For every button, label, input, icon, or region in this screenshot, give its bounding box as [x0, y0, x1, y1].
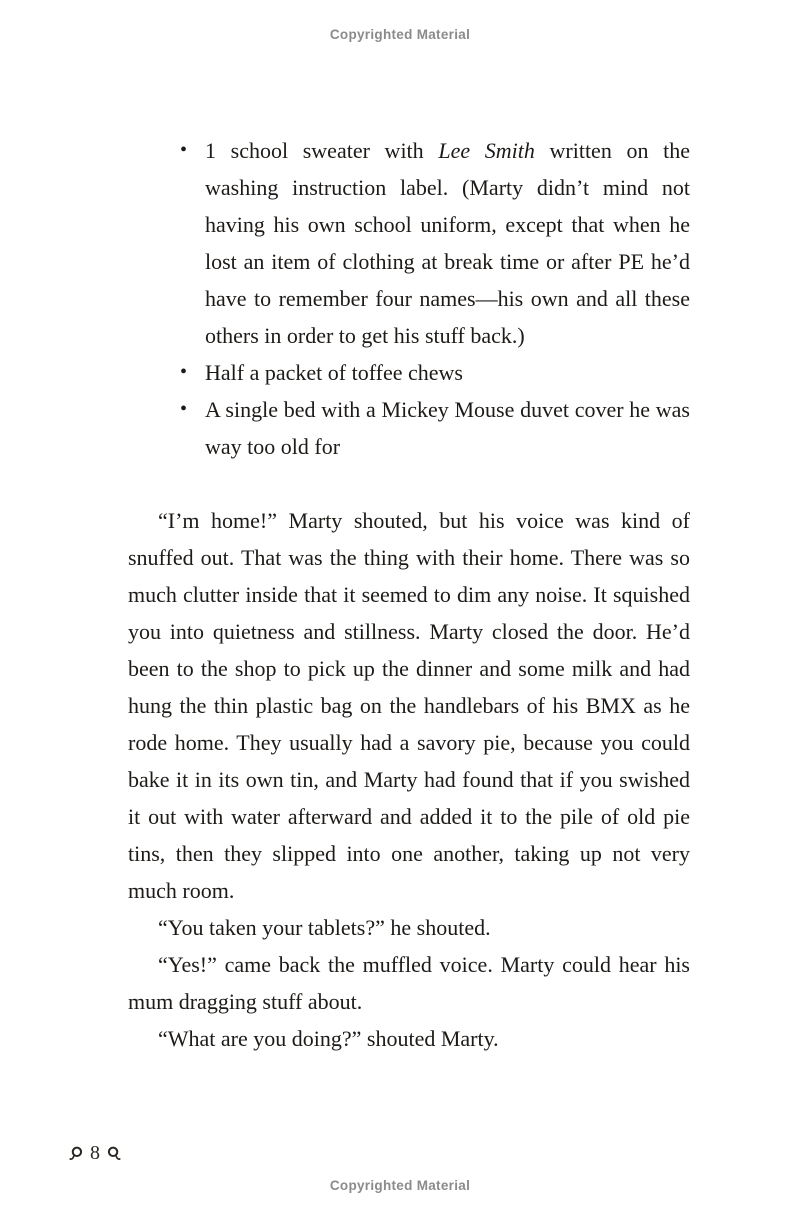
paragraph: “You taken your tablets?” he shouted. [158, 915, 491, 940]
bullet-item [128, 132, 690, 354]
page-number: 8 [90, 1142, 100, 1164]
bullet-item [128, 391, 690, 465]
copyright-notice-top: Copyrighted Material [329, 27, 471, 42]
mouse-ornament-left-icon [69, 1145, 84, 1162]
bullet-text-run: written on the washing instruction label. (Marty didn’t mind not having his own school uniform, except that when he lost an item of clothing at break time or after PE he’d have to remember four names—his own and all these others in order to get his stuff back.) [205, 138, 690, 348]
bullet-item [128, 354, 690, 391]
paragraph: “I’m home!” Marty shouted, but his voice was kind of snuffed out. That was the thing with their home. There was so much clutter inside that it seemed to dim any noise. It squished you into quietness and stillness. Marty closed the door. He’d been to the shop to pick up the dinner and some milk and had hung the thin plastic bag on the handlebars of his BMX as he rode home. They usually had a savory pie, because you could bake it in its own tin, and Marty had found that if you swished it out with water afterward and added it to the pile of old pie tins, then they slipped into one another, taking up not very much room. [128, 508, 690, 903]
bullet-marker-icon: • [180, 139, 188, 161]
mouse-ornament-right-icon [106, 1145, 121, 1162]
book-page-text [128, 132, 690, 1057]
bullet-marker-icon: • [180, 361, 188, 383]
bullet-text-italic-run: Lee Smith [438, 138, 535, 163]
page-number-block [69, 1140, 121, 1166]
bullet-marker-icon: • [180, 398, 188, 420]
bullet-text-run: Half a packet of toffee chews [205, 360, 463, 385]
paragraph: “What are you doing?” shouted Marty. [158, 1026, 499, 1051]
copyright-notice-bottom: Copyrighted Material [329, 1178, 471, 1193]
bullet-text-run: 1 school sweater with [205, 138, 439, 163]
paragraphs [128, 502, 690, 1057]
paragraph: “Yes!” came back the muffled voice. Marty could hear his mum dragging stuff about. [128, 952, 690, 1014]
bullet-list [128, 132, 690, 465]
bullet-text-run: A single bed with a Mickey Mouse duvet cover he was way too old for [205, 397, 690, 459]
